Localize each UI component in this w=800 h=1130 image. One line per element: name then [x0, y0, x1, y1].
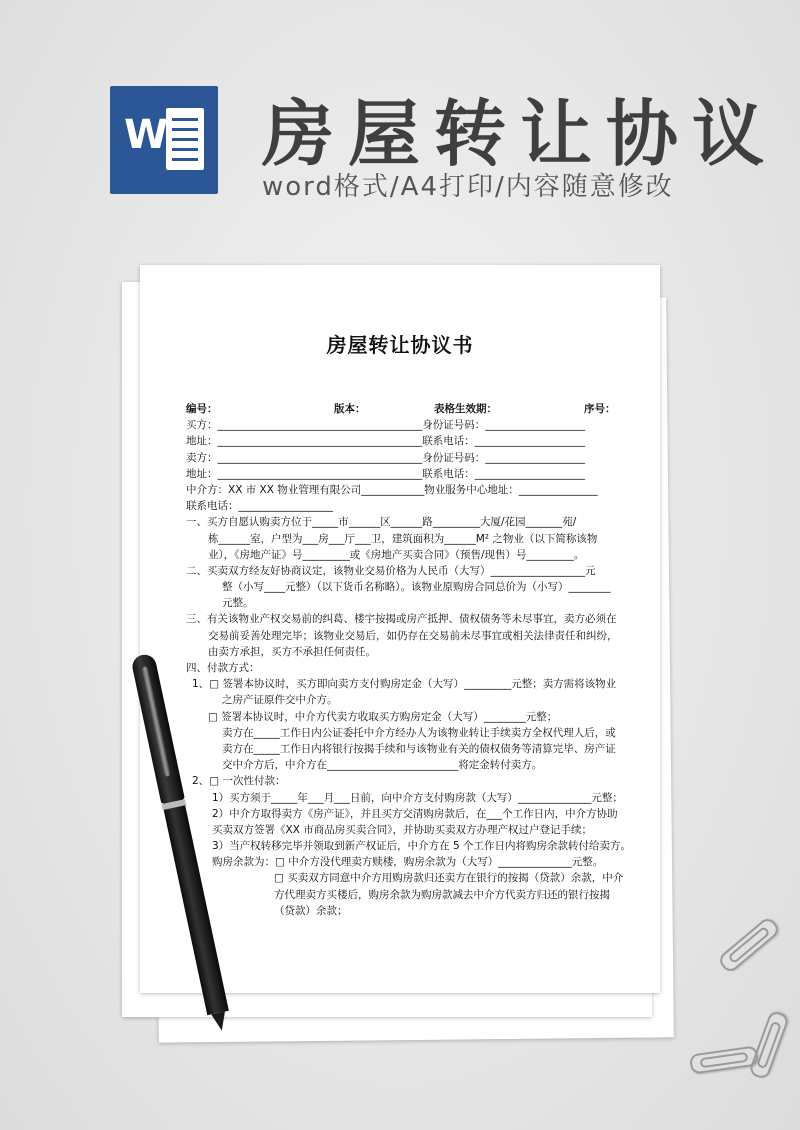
payment-2-step-2-cont: 买卖双方签署《XX 市商品房买卖合同》，并协助买卖双方办理产权过户登记手续；	[212, 823, 592, 836]
clause-3-line-2: 交易前妥善处理完毕；该物业交易后，如仍存在交易前未尽事宜或相关法律责任和纠纷，	[208, 629, 618, 642]
clause-3-line-3: 由卖方承担，买方不承担任何责任。	[208, 645, 376, 658]
document-body	[186, 401, 631, 919]
agent-line: 中介方：XX 市 XX 物业管理有限公司____________物业服务中心地址：_______________	[186, 483, 598, 496]
payment-2-step-1: 1）买方须于_____年___月___日前，向中介方支付购房款（大写）______________元整；	[212, 791, 623, 804]
seller-line: 卖方：_______________________________________身份证号码：___________________	[186, 451, 585, 464]
payment-1-option-b: □ 签署本协议时，中介方代卖方收取买方购房定金（大写）________元整；	[208, 710, 558, 723]
word-app-icon	[110, 86, 218, 194]
buyer-address-line: 地址：_______________________________________联系电话：_____________________	[186, 435, 585, 448]
paper-clip-icon	[717, 915, 782, 974]
document-title: 房屋转让协议书	[326, 333, 474, 357]
payment-1-option-b-line-4: 交中介方后，中介方在_________________________将定金转付卖方。	[222, 759, 543, 772]
clause-1-line-2: 栋______室，户型为___房___厅___卫，建筑面积为______M² 之物业（以下简称该物	[208, 532, 598, 545]
meta-serial: 序号：	[584, 403, 616, 415]
banner-title: 房屋转让协议	[262, 92, 779, 176]
payment-1-line-2: 之房产证原件交中介方。	[222, 694, 338, 707]
clause-4-heading: 四、付款方式：	[186, 662, 260, 674]
pen-tip	[211, 1012, 228, 1033]
payment-2-step-2: 2）中介方取得卖方《房产证》，并且买方交清购房款后，在___个工作日内，中介方协助	[212, 807, 618, 820]
payment-1-option-b-line-3: 卖方在_____工作日内将银行按揭手续和与该物业有关的债权债务等清算完毕、房产证	[222, 742, 616, 755]
balance-option-line-2: 方代理卖方买楼后，购房余款为购房款减去中介方代卖方归还的银行按揭	[274, 888, 610, 901]
payment-1-line-1: 1、□ 签署本协议时，买方即向卖方支付购房定金（大写）_________元整；卖方需将该物业	[192, 678, 617, 691]
agent-phone-line: 联系电话：__________________	[186, 500, 333, 513]
balance-line: 购房余款为：□ 中介方没代理卖方赎楼，购房余款为（大写）______________元整。	[212, 856, 604, 869]
paper-clip-icon	[748, 1010, 790, 1081]
clause-2-line-1: 二、买卖双方经友好协商议定，该物业交易价格为人民币（大写）__________________元	[186, 564, 596, 577]
meta-number: 编号：	[186, 403, 218, 415]
payment-1-option-b-line-2: 卖方在_____工作日内公证委托中介方经办人为该物业转让手续卖方全权代理人后，或	[222, 726, 616, 739]
meta-version: 版本：	[334, 403, 366, 415]
meta-effective-date: 表格生效期：	[434, 403, 497, 415]
document-meta-row	[186, 401, 631, 417]
payment-2-heading: 2、□ 一次性付款：	[192, 775, 286, 788]
balance-option-line-1: □ 买卖双方同意中介方用购房款归还卖方在银行的按揭（贷款）余款，中介	[274, 872, 624, 885]
clause-1-line-3: 业），《房地产证》号_________或《房地产买卖合同》（预售/现售）号_________。	[208, 548, 585, 561]
clause-3-line-1: 三、有关该物业产权交易前的纠葛、楼宇按揭或房产抵押、债权债务等未尽事宜，卖方必须在	[186, 613, 617, 626]
word-letter: W	[124, 112, 169, 158]
clause-2-line-3: 元整。	[222, 597, 254, 610]
paper-clip-icon	[689, 1045, 759, 1074]
buyer-line: 买方：_______________________________________身份证号码：___________________	[186, 419, 585, 432]
document-lines-icon	[166, 108, 204, 170]
paper-front-sheet	[140, 265, 660, 993]
payment-2-step-3: 3）当产权转移完毕并领取到新产权证后，中介方在 5 个工作日内将购房余款转付给卖方。	[212, 840, 632, 853]
seller-address-line: 地址：_______________________________________联系电话：_____________________	[186, 467, 585, 480]
clause-1-line-1: 一、买方自愿认购卖方位于_____市______区______路_________大厦/花园_______苑/	[186, 516, 577, 529]
clause-2-line-2: 整（小写____元整）（以下货币名称略）。该物业原购房合同总价为（小写）________	[222, 581, 611, 594]
banner-subtitle: word格式/A4打印/内容随意修改	[262, 172, 674, 202]
balance-option-line-3: （贷款）余款；	[274, 904, 348, 917]
